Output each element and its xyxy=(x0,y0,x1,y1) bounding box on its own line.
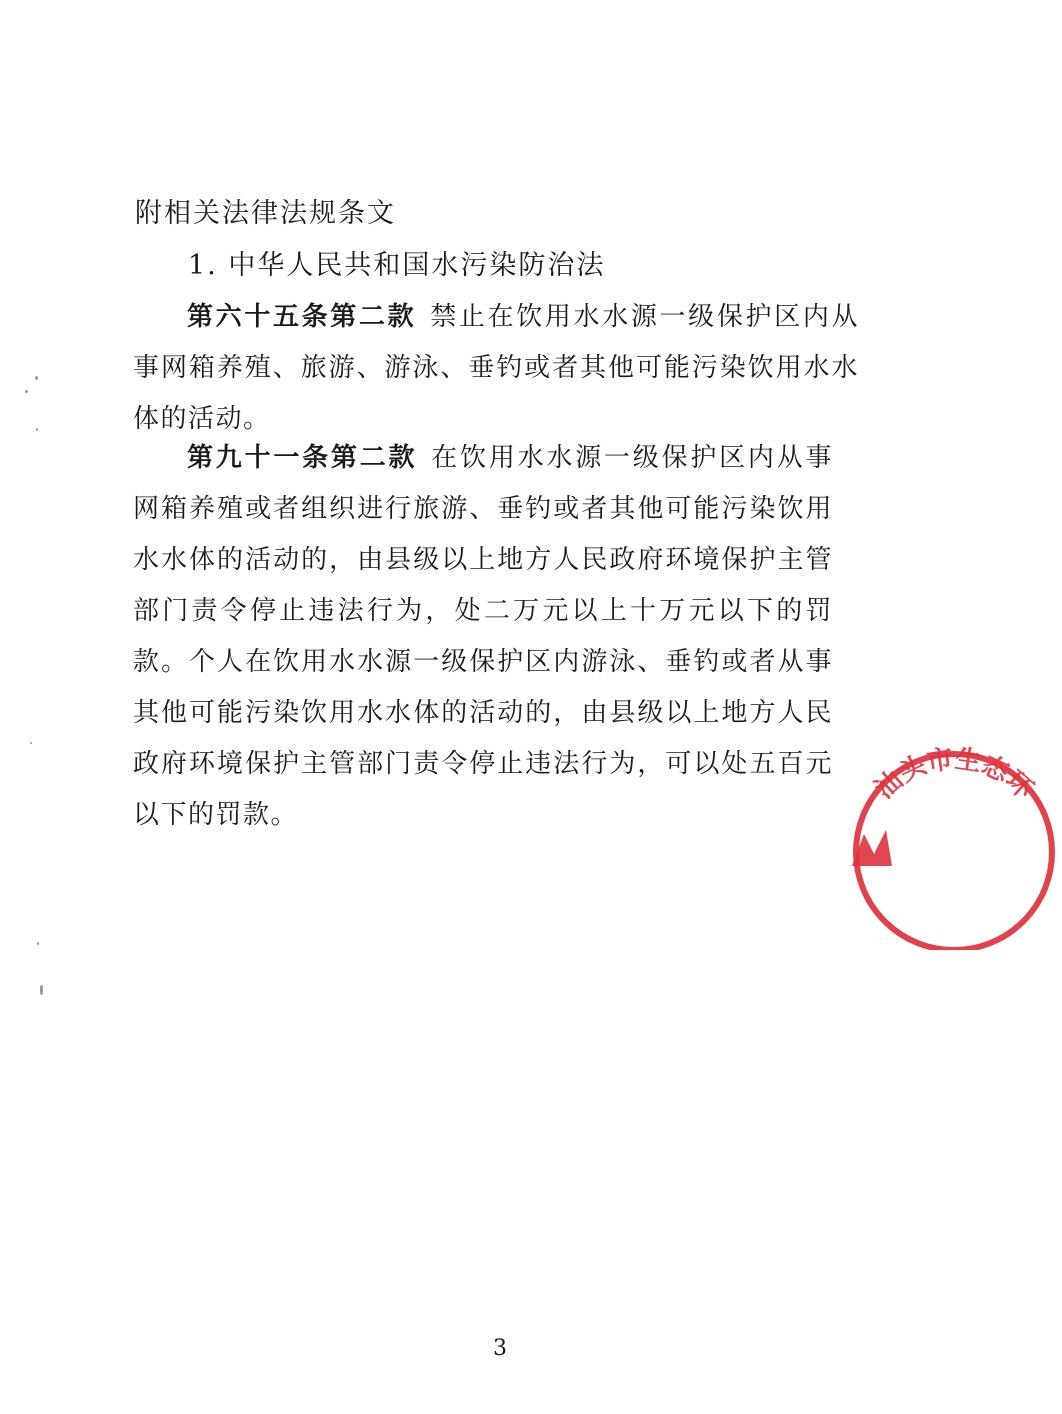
scan-speck xyxy=(30,742,32,744)
article-text: 禁止在饮用水水源一级保护区内从事网箱养殖、旅游、游泳、垂钓或者其他可能污染饮用水水体的活动。 xyxy=(133,302,859,434)
scan-speck xyxy=(36,428,38,431)
article-paragraph xyxy=(133,433,833,841)
seal-stamp-icon xyxy=(842,738,1062,950)
article-label: 第六十五条第二款 xyxy=(187,302,417,332)
law-title: 1. 中华人民共和国水污染防治法 xyxy=(188,250,606,281)
appendix-heading: 附相关法律法规条文 xyxy=(135,198,396,229)
page-number: 3 xyxy=(493,1336,507,1361)
article-paragraph xyxy=(133,292,859,445)
scan-speck xyxy=(37,942,39,945)
scan-speck xyxy=(35,376,38,380)
article-text: 在饮用水水源一级保护区内从事网箱养殖或者组织进行旅游、垂钓或者其他可能污染饮用水水体的活动的，由县级以上地方人民政府环境保护主管部门责令停止违法行为，处二万元以上十万元以下的罚款。个人在饮用水水源一级保护区内游泳、垂钓或者从事其他可能污染饮用水水体的活动的，由县级以上地方人民政府环境保护主管部门责令停止违法行为，可以处五百元以下的罚款。 xyxy=(133,443,833,830)
seal-text: 汕头市生态环 xyxy=(869,744,1039,805)
official-seal xyxy=(842,738,1039,950)
article-label: 第九十一条第二款 xyxy=(187,443,418,473)
scan-speck xyxy=(40,985,43,995)
scan-speck xyxy=(25,390,28,393)
